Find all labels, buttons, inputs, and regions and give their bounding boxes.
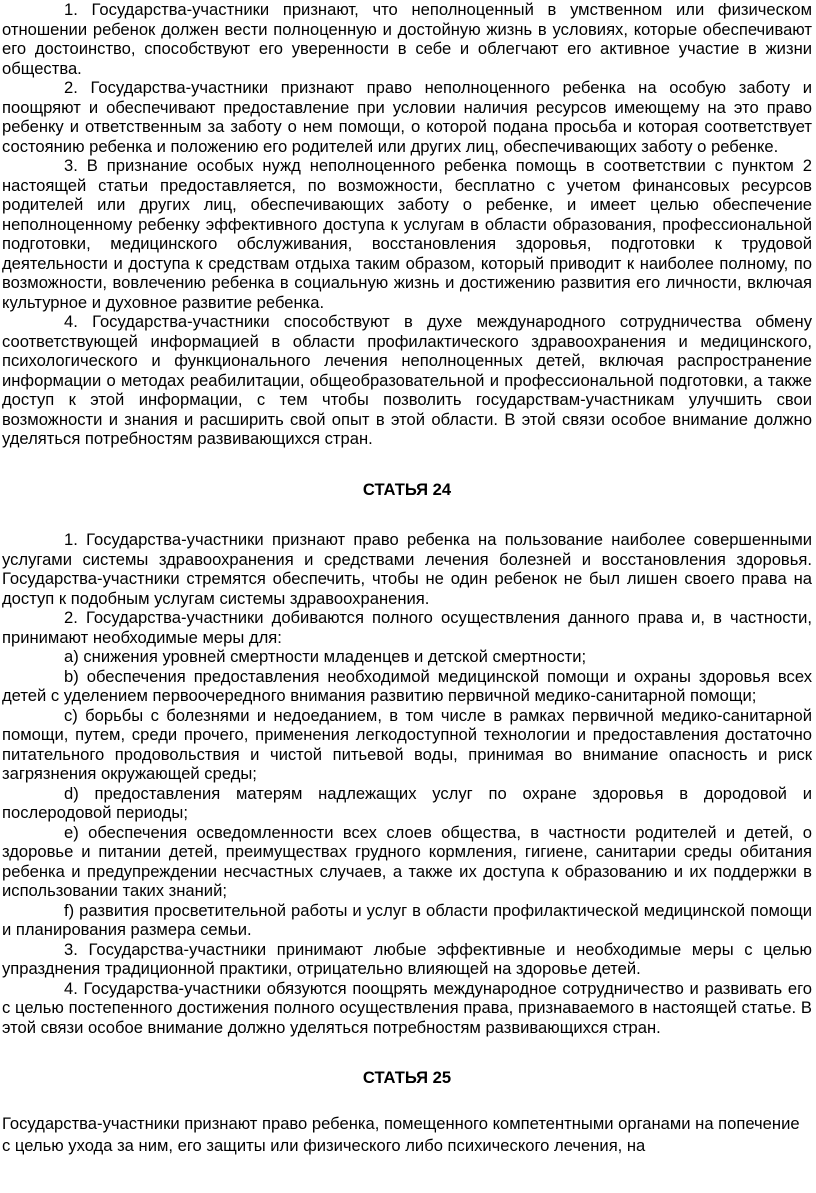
article25-paragraph: Государства-участники признают право ребенка, помещенного компетентными органами на попечение с целью ухода за ним, его защиты или физического либо психического лечения, на: [2, 1113, 800, 1155]
article24-paragraph-1: 1. Государства-участники признают право ребенка на пользование наиболее совершенными услугами системы здравоохранения и средствами лечения болезней и восстановления здоровья. Государства-участники стремятся обеспечить, чтобы не один ребенок не был лишен своего права на доступ к подобным услугам системы здравоохранения.: [2, 530, 812, 608]
article24-item-c: с) борьбы с болезнями и недоеданием, в том числе в рамках первичной медико-санитарной помощи, путем, среди прочего, применения легкодоступной технологии и предоставления достаточно питательного продовольствия и чистой питьевой воды, принимая во внимание опасность и риск загрязнения окружающей среды;: [2, 705, 812, 783]
article24-item-b: b) обеспечения предоставления необходимой медицинской помощи и охраны здоровья всех детей с уделением первоочередного внимания развитию первичной медико-санитарной помощи;: [2, 666, 812, 705]
article25-heading: СТАТЬЯ 25: [362, 1068, 452, 1087]
article23-paragraph-1: 1. Государства-участники признают, что неполноценный в умственном или физическом отношении ребенок должен вести полноценную и достойную жизнь в условиях, которые обеспечивают его достоинство, способствуют его уверенности в себе и облегчают его активное участие в жизни общества.: [2, 0, 812, 78]
article24-paragraph-4: 4. Государства-участники обязуются поощрять международное сотрудничество и развивать его с целью постепенного достижения полного осуществления права, признаваемого в настоящей статье. В этой связи особое внимание должно уделяться потребностям развивающихся стран.: [2, 978, 812, 1037]
article23-paragraph-2: 2. Государства-участники признают право неполноценного ребенка на особую заботу и поощряют и обеспечивают предоставление при условии наличия ресурсов имеющему на это право ребенку и ответственным за заботу о нем помощи, о которой подана просьба и которая соответствует состоянию ребенка и положению его родителей или других лиц, обеспечивающих заботу о ребенке.: [2, 78, 812, 156]
article24-heading: СТАТЬЯ 24: [362, 479, 452, 499]
article24-item-d: d) предоставления матерям надлежащих услуг по охране здоровья в дородовой и послеродовой периоды;: [2, 783, 812, 822]
article24-paragraph-2: 2. Государства-участники добиваются полного осуществления данного права и, в частности, принимают необходимые меры для:: [2, 608, 812, 647]
article24-item-f: f) развития просветительной работы и услуг в области профилактической медицинской помощи и планирования размера семьи.: [2, 900, 812, 939]
article24-item-a: а) снижения уровней смертности младенцев и детской смертности;: [64, 647, 587, 666]
article24-item-e: е) обеспечения осведомленности всех слоев общества, в частности родителей и детей, о здоровье и питании детей, преимуществах грудного кормления, гигиене, санитарии среды обитания ребенка и предупреждении несчастных случаев, а также их доступа к образованию и их поддержки в использовании таких знаний;: [2, 822, 812, 900]
article24-paragraph-3: 3. Государства-участники принимают любые эффективные и необходимые меры с целью упразднения традиционной практики, отрицательно влияющей на здоровье детей.: [2, 939, 812, 978]
article23-paragraph-3: 3. В признание особых нужд неполноценного ребенка помощь в соответствии с пунктом 2 настоящей статьи предоставляется, по возможности, бесплатно с учетом финансовых ресурсов родителей или других лиц, обеспечивающих заботу о ребенке, и имеет целью обеспечение неполноценному ребенку эффективного доступа к услугам в области образования, профессиональной подготовки, медицинского обслуживания, восстановления здоровья, подготовки к трудовой деятельности и доступа к средствам отдыха таким образом, который приводит к наиболее полному, по возможности, вовлечению ребенка в социальную жизнь и достижению развития его личности, включая культурное и духовное развитие ребенка.: [2, 156, 812, 312]
article23-paragraph-4: 4. Государства-участники способствуют в духе международного сотрудничества обмену соответствующей информацией в области профилактического здравоохранения и медицинского, психологического и функционального лечения неполноценных детей, включая распространение информации о методах реабилитации, общеобразовательной и профессиональной подготовки, а также доступ к этой информации, с тем чтобы позволить государствам-участникам улучшить свои возможности и знания и расширить свой опыт в этой области. В этой связи особое внимание должно уделяться потребностям развивающихся стран.: [2, 312, 812, 448]
